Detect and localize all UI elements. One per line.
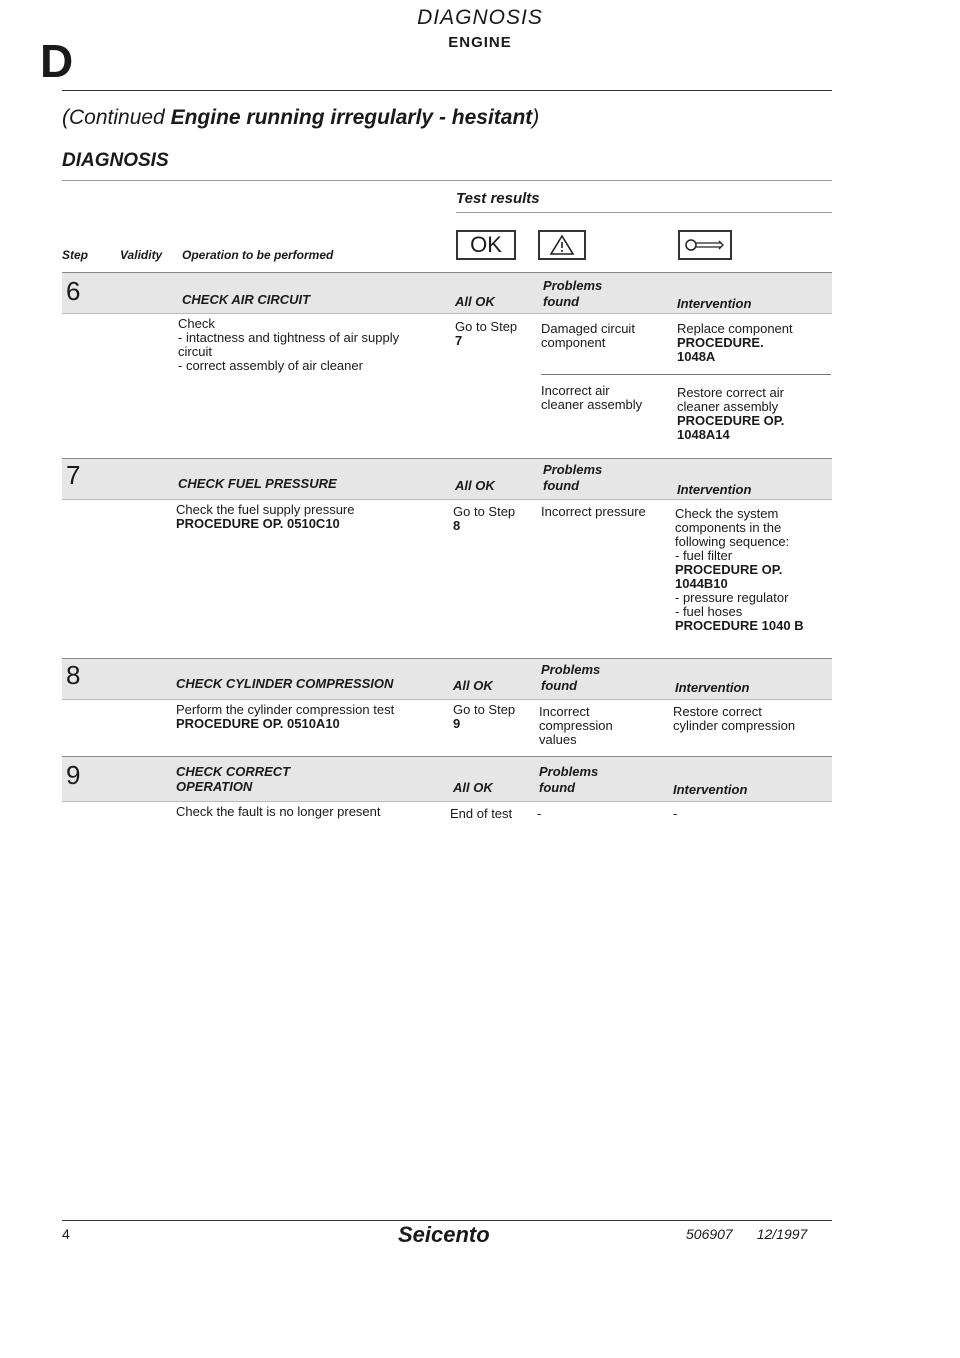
- step-number: 8: [66, 660, 81, 690]
- test-results-label: Test results: [456, 190, 540, 207]
- step-title: CHECK CORRECT OPERATION: [176, 764, 291, 794]
- step-number: 6: [66, 276, 81, 306]
- header-subtitle: ENGINE: [448, 34, 512, 51]
- column-validity: Validity: [120, 248, 163, 262]
- doc-code: 506907 12/1997: [686, 1226, 808, 1242]
- problem-text: Incorrect compression values: [539, 704, 613, 747]
- ok-icon: OK: [456, 230, 516, 260]
- problems-found-label: Problems found: [541, 662, 601, 693]
- problem-text: Damaged circuit component: [541, 321, 635, 350]
- all-ok-label: All OK: [453, 678, 493, 693]
- operation-text: Check - intactness and tightness of air supply circuit - correct assembly of air cleaner: [178, 316, 400, 373]
- operation-text: Perform the cylinder compression test PROCEDURE OP. 0510A10: [176, 702, 395, 731]
- all-ok-result: Go to Step 8: [453, 504, 516, 533]
- brand-logo: Seicento: [398, 1222, 490, 1247]
- problem-text: Incorrect pressure: [541, 504, 646, 519]
- intervention-text: -: [673, 806, 678, 821]
- operation-text: Check the fault is no longer present: [176, 804, 381, 819]
- section-title: DIAGNOSIS: [62, 150, 169, 171]
- intervention-label: Intervention: [675, 680, 750, 695]
- all-ok-label: All OK: [455, 478, 495, 493]
- intervention-text: Restore correct cylinder compression: [673, 704, 796, 733]
- footer-divider: [62, 1220, 832, 1221]
- all-ok-result: Go to Step 7: [455, 319, 518, 348]
- all-ok-result: End of test: [450, 806, 513, 821]
- step-title: CHECK CYLINDER COMPRESSION: [176, 676, 394, 691]
- intervention-text: Check the system components in the following sequence: - fuel filter PROCEDURE OP. 1044B10 - pressure regulator - fuel hoses PROCEDURE 1040 B: [675, 506, 804, 633]
- intervention-label: Intervention: [677, 482, 752, 497]
- continued-title: (Continued Engine running irregularly - hesitant): [62, 106, 540, 129]
- intervention-label: Intervention: [673, 782, 748, 797]
- operation-text: Check the fuel supply pressure PROCEDURE OP. 0510C10: [176, 502, 355, 531]
- warning-triangle-icon: [538, 230, 586, 260]
- problems-found-label: Problems found: [543, 462, 603, 493]
- step-number: 9: [66, 760, 81, 790]
- problems-found-label: Problems found: [543, 278, 603, 309]
- problem-text: -: [537, 806, 542, 821]
- intervention-text: Replace component PROCEDURE. 1048A: [677, 321, 793, 364]
- test-results-divider: [456, 212, 832, 213]
- all-ok-result: Go to Step 9: [453, 702, 516, 731]
- problem-divider: [541, 374, 831, 375]
- problem-text: Incorrect air cleaner assembly: [541, 383, 643, 412]
- step-title: CHECK AIR CIRCUIT: [182, 292, 311, 307]
- page-number: 4: [62, 1226, 70, 1242]
- step-number: 7: [66, 460, 81, 490]
- section-divider: [62, 180, 832, 181]
- problems-found-label: Problems found: [539, 764, 599, 795]
- step-title: CHECK FUEL PRESSURE: [178, 476, 337, 491]
- section-letter: D: [40, 35, 74, 87]
- all-ok-label: All OK: [455, 294, 495, 309]
- column-step: Step: [62, 248, 89, 262]
- column-operation: Operation to be performed: [182, 248, 334, 262]
- wrench-icon: [678, 230, 732, 260]
- intervention-text: Restore correct air cleaner assembly PROCEDURE OP. 1048A14: [677, 385, 785, 442]
- intervention-label: Intervention: [677, 296, 752, 311]
- all-ok-label: All OK: [453, 780, 493, 795]
- header-title: DIAGNOSIS: [417, 6, 543, 29]
- header-divider: [62, 90, 832, 91]
